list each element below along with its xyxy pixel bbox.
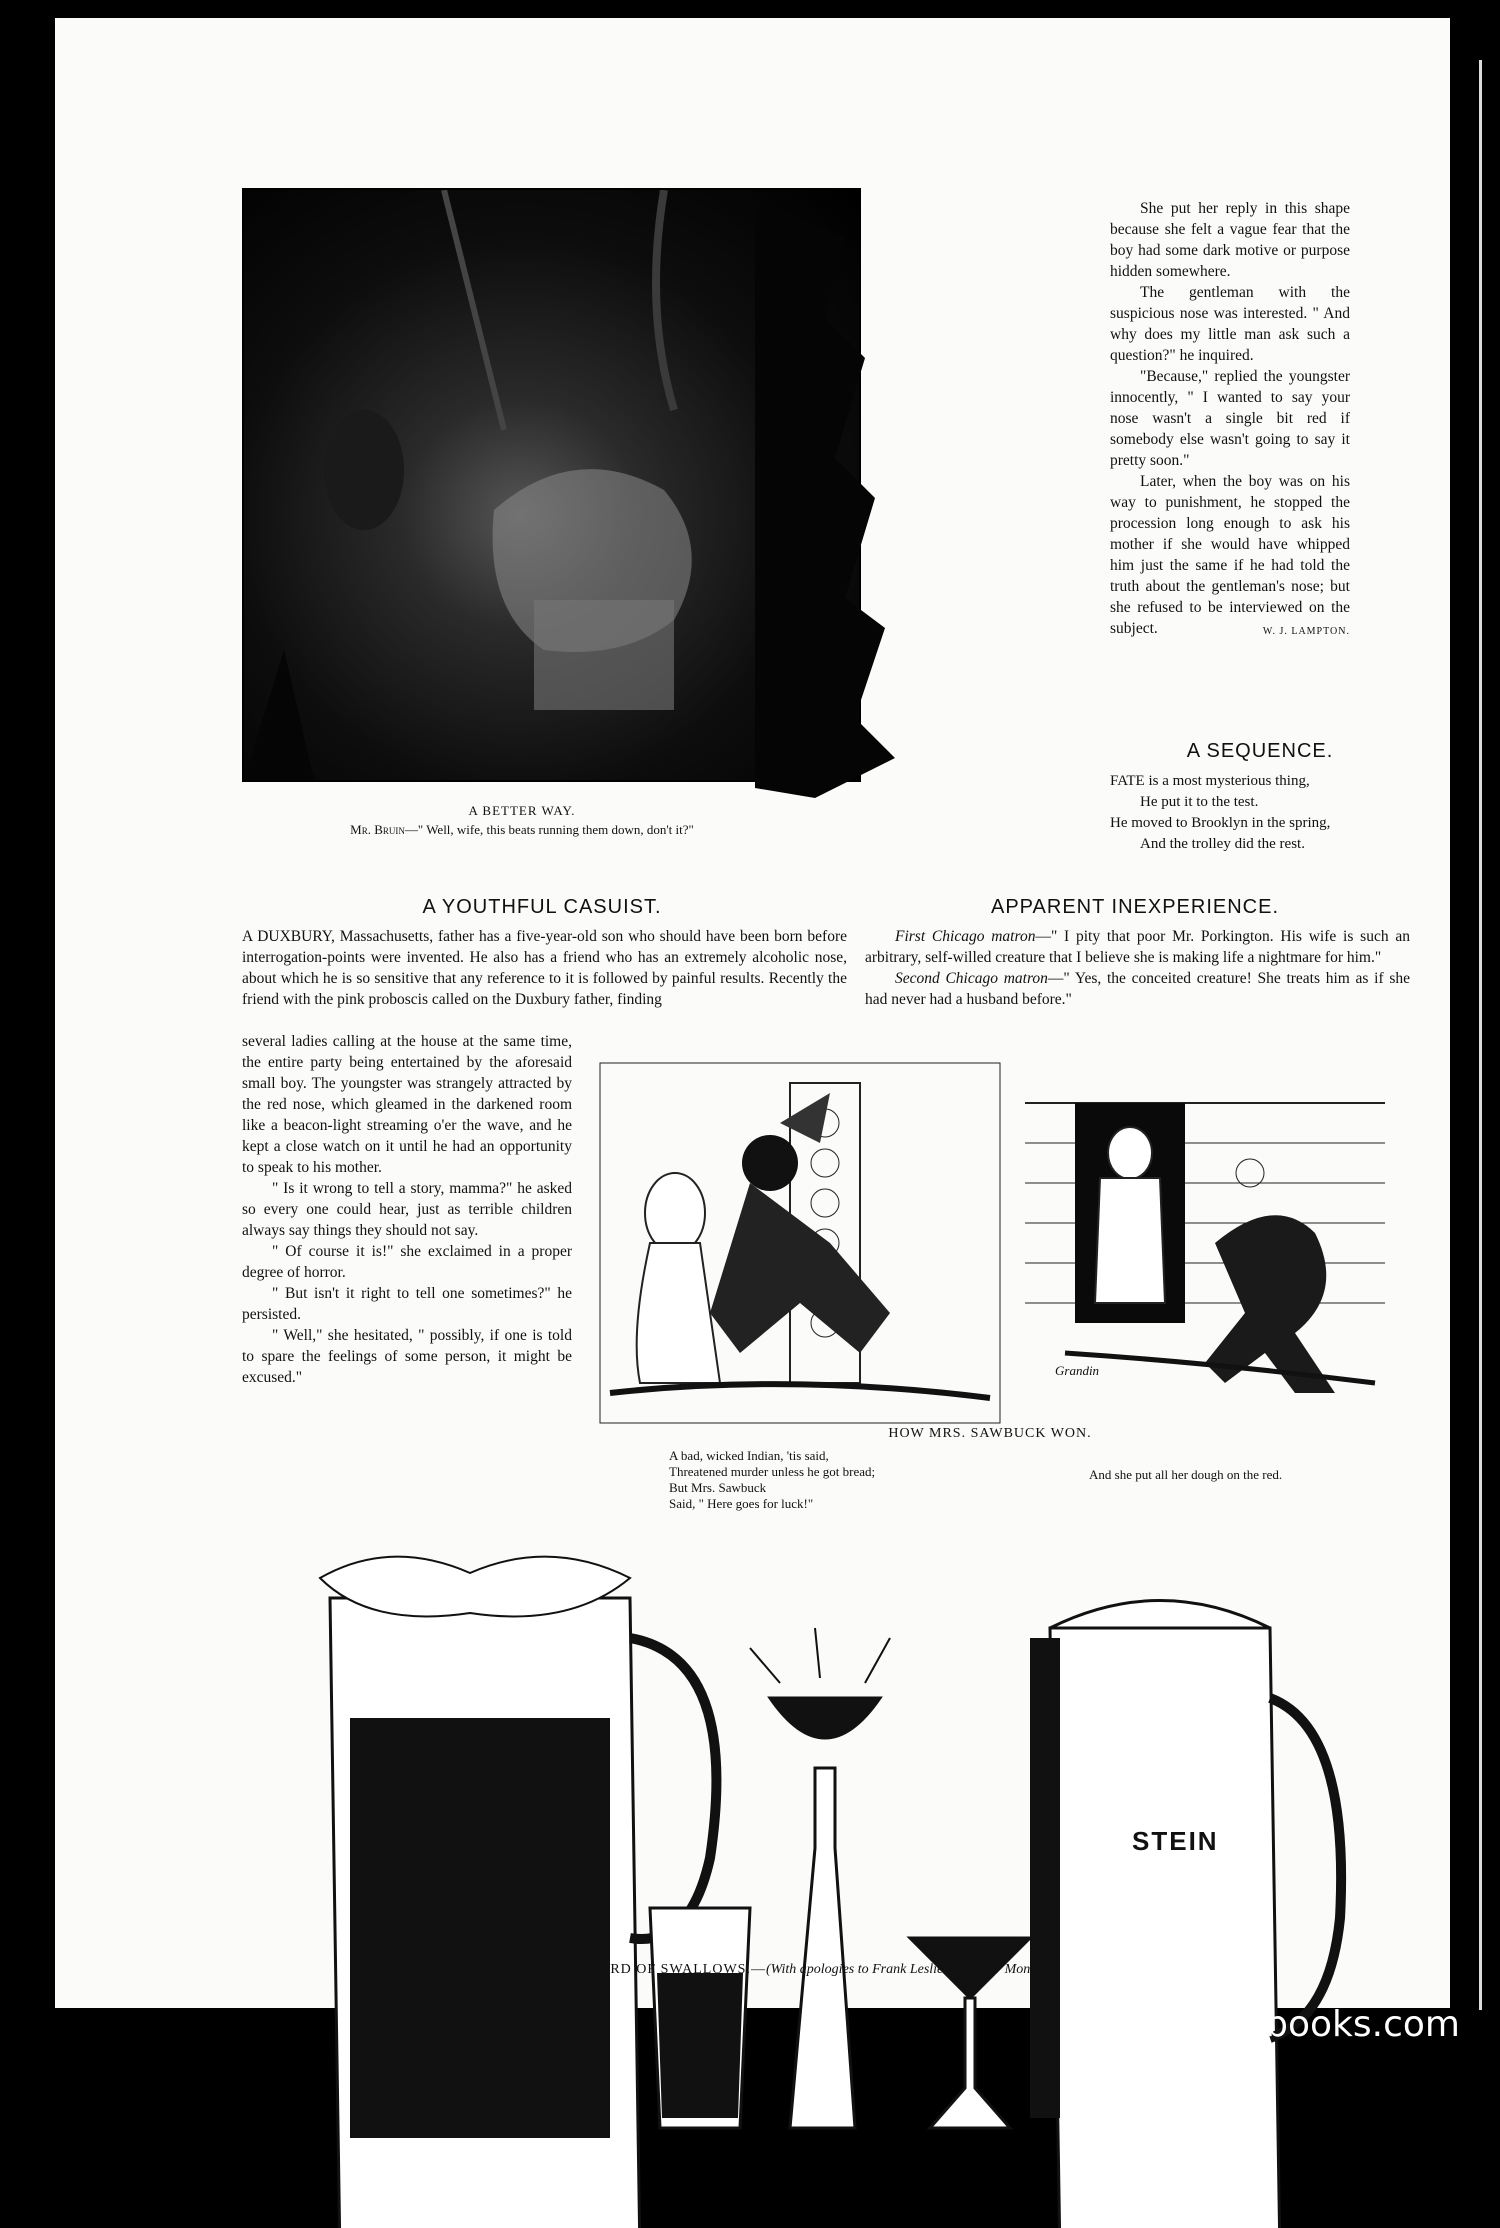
binding-edge [1452,0,1500,2057]
cartoon-line-4: Said, " Here goes for luck!" [669,1496,814,1511]
casuist-para-4: " But isn't it right to tell one sometimes?" he persisted. [242,1285,572,1323]
right-column [1110,198,1350,642]
cartoon-title: HOW MRS. SAWBUCK WON. [888,1426,1092,1441]
poem-line-3: He moved to Brooklyn in the spring, [1110,815,1331,831]
casuist-intro [242,926,847,1010]
casuist-para-1: several ladies calling at the house at the same time, the entire party being entertained by the aforesaid small boy. The youngster was strangely attracted by the red nose, which gleamed in the darkened room like a beacon-light streaming o'er the wave, and he kept a close watch on it until he had an opportunity to speak to his mother. [242,1033,572,1176]
inexperience-para-2 [865,968,1410,1010]
sequence-title: A SEQUENCE. [1186,740,1334,762]
cartoon-line-3: But Mrs. Sawbuck [669,1480,767,1495]
sequence-poem [1110,771,1410,855]
poem-line-2: He put it to the test. [1140,794,1259,810]
cartoon-right-caption: And she put all her dough on the red. [1089,1467,1283,1482]
casuist-intro-text: A DUXBURY, Massachusetts, father has a five-year-old son who should have been born before interrogation-points were invented. He also has a friend who has an extremely alcoholic nose, about which he is so sensitive that any reference to it is followed by painful results. Recently the friend with the pink proboscis called on the Duxbury father, finding [242,928,847,1008]
yard-of-swallows-drawing [270,1518,1350,2228]
casuist-para-5: " Well," she hesitated, " possibly, if one is told to spare the feelings of some person, it might be excused." [242,1327,572,1386]
inexperience-title: APPARENT INEXPERIENCE. [991,896,1279,918]
magazine-page [55,18,1450,2008]
cartoon-left-caption [669,1448,875,1512]
casuist-para-3: " Of course it is!" she exclaimed in a proper degree of horror. [242,1243,572,1281]
photo-caption-line: —" Well, wife, this beats running them down, don't it?" [404,822,694,837]
inexperience-text-2: —" Yes, the conceited creature! She treats him as if she had never had a husband before." [865,970,1410,1008]
right-para-2: The gentleman with the suspicious nose was interested. " And why does my little man ask such a question?" he inquired. [1110,284,1350,364]
casuist-para-2: " Is it wrong to tell a story, mamma?" he asked so every one could hear, just as terrible children always say things they should not say. [242,1180,572,1239]
right-para-1: She put her reply in this shape because she felt a vague fear that the boy had some dark motive or purpose hidden somewhere. [1110,200,1350,280]
cartoon-line-2: Threatened murder unless he got bread; [669,1464,876,1479]
inexperience-speaker-1: First Chicago matron [895,928,1036,945]
watermark: comicbooks.com [1158,2004,1460,2045]
yard-caption-main: A YARD OF SWALLOWS.— [575,1962,766,1977]
right-para-4: Later, when the boy was on his way to punishment, he stopped the procession long enough to ask his mother if she would have whipped him just the same if he had told the truth about the gentleman's nose; but she refused to be interviewed on the subject. [1110,473,1350,637]
stein-label: STEIN [1132,1826,1219,1856]
casuist-column [242,1031,572,1388]
right-para-3: "Because," replied the youngster innocently, " I wanted to say your nose wasn't a single bit red if somebody else wasn't going to say it pretty soon." [1110,368,1350,469]
foliage-edge [755,198,905,808]
inexperience-text-1: —" I pity that poor Mr. Porkington. His wife is such an arbitrary, self-willed creature that I believe she is making life a nightmare for him." [865,928,1410,966]
cartoon-signature: Grandin [1055,1363,1100,1378]
inexperience-speaker-2: Second Chicago matron [895,970,1048,987]
casuist-title: A YOUTHFUL CASUIST. [422,896,662,918]
photo-caption-title: A BETTER WAY. [468,803,576,818]
yard-caption [242,1962,1392,1978]
cartoon-line-1: A bad, wicked Indian, 'tis said, [669,1448,829,1463]
inexperience-para-1 [865,926,1410,968]
poem-line-1: FATE is a most mysterious thing, [1110,773,1310,789]
sequence-section [1110,740,1410,855]
signature: W. J. LAMPTON. [1262,626,1350,637]
photo-caption-quote [242,822,802,838]
poem-line-4: And the trolley did the rest. [1140,836,1305,852]
inexperience-column [865,926,1410,1010]
binding-line [1479,60,1482,2010]
photo-caption [242,803,802,838]
yard-caption-italic: (With apologies to Frank Leslie's Popular Monthly.) [765,1962,1059,1977]
photo-caption-speaker: Mr. Bruin [350,822,405,837]
cartoon-panel-left [590,1053,1010,1433]
